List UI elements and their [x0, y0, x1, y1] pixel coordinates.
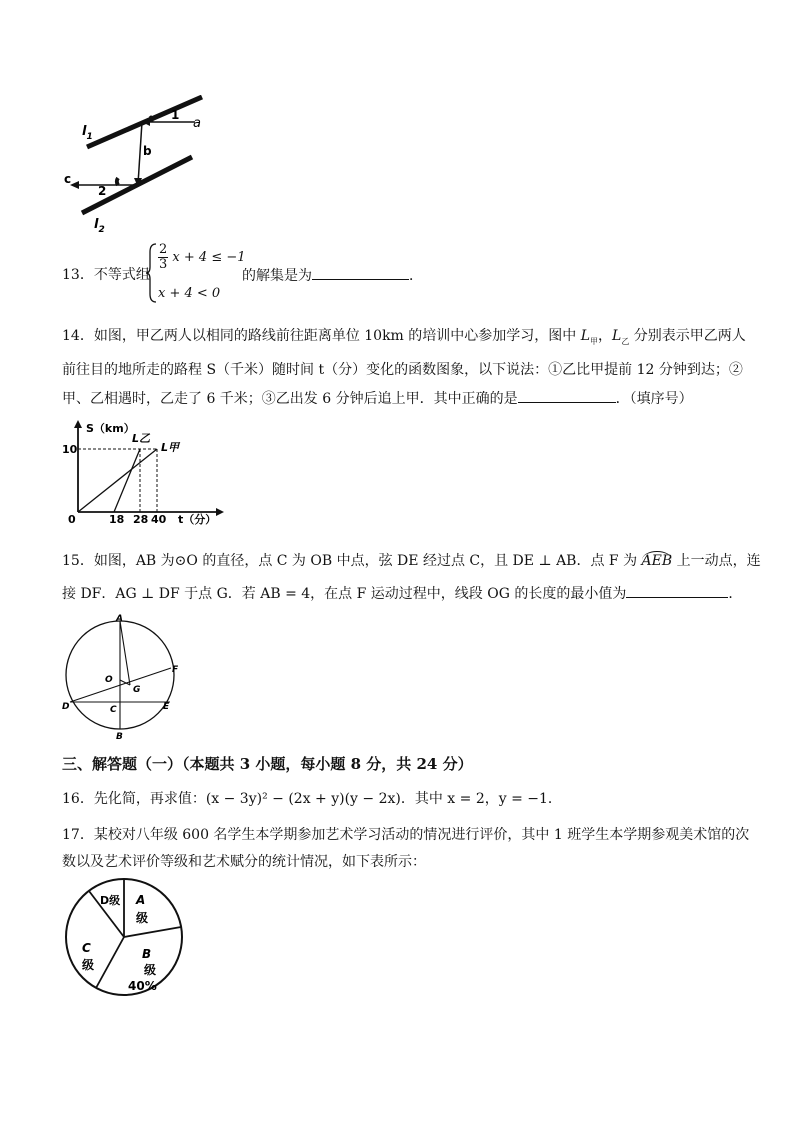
x-tick-18: 18: [109, 513, 125, 526]
label-E: E: [163, 702, 170, 712]
q13-frac-den: 3: [159, 257, 168, 272]
label-angle2: 2: [98, 184, 107, 198]
q14-answer-blank[interactable]: [518, 388, 616, 403]
label-D: D: [62, 702, 70, 712]
pie-label-A: A: [136, 893, 146, 907]
label-C: C: [110, 705, 117, 715]
label-B: B: [116, 732, 123, 742]
label-b: b: [143, 144, 152, 158]
section-3-title: 三、解答题（一）（本题共 3 小题，每小题 8 分，共 24 分）: [62, 755, 473, 773]
label-G: G: [133, 685, 141, 695]
pie-label-A-ji: 级: [136, 911, 149, 925]
y-tick-10: 10: [62, 443, 78, 456]
q13-brace: [146, 242, 158, 304]
pie-divider-right: [124, 927, 181, 937]
q15-line2: 接 DF．AG ⊥ DF 于点 G．若 AB = 4，在点 F 运动过程中，线段 OG 的长度的最小值为 ．: [62, 583, 742, 604]
q14-line3: 甲、乙相遇时，乙走了 6 千米；③乙出发 6 分钟后追上甲．其中正确的是 ．（填序号）: [62, 388, 693, 409]
label-a: a: [193, 116, 201, 131]
label-A: A: [116, 614, 123, 624]
q16-text: 16．先化简，再求值：(x − 3y)² − (2x + y)(y − 2x)．其中 x = 2，y = −1．: [62, 791, 562, 807]
segment-b: [138, 122, 142, 184]
q17-pie-chart: [62, 860, 192, 1010]
y-axis-arrow: [74, 420, 82, 428]
q15-line1: 15．如图，AB 为⊙O 的直径，点 C 为 OB 中点，弦 DE 经过点 C，且 DE ⊥ AB．点 F 为 AEB 上一动点，连: [62, 553, 761, 569]
label-c: c: [64, 172, 72, 186]
q15-answer-blank[interactable]: [626, 583, 728, 598]
q15-circle-figure: [58, 612, 188, 742]
x-tick-40: 40: [151, 513, 167, 526]
x-tick-28: 28: [133, 513, 149, 526]
q13-frac-num: 2: [159, 242, 168, 257]
pie-divider-bottom: [96, 937, 124, 988]
arrow-c: [70, 181, 79, 189]
segment-AG: [120, 621, 130, 685]
label-l1: $l_1$: [82, 124, 93, 142]
q14-graph: [60, 420, 230, 530]
pie-label-B-percent: 40%: [128, 979, 157, 993]
parallel-lines-figure: [60, 95, 220, 235]
label-L-yi: L乙: [132, 432, 151, 445]
q13-row1-rest: x + 4 ≤ −1: [172, 250, 246, 265]
q13-suffix: 的解集是为 ．: [242, 265, 423, 286]
label-O: O: [105, 675, 113, 685]
pie-label-D: D级: [100, 894, 121, 907]
origin-label: 0: [68, 513, 76, 526]
q15-arc: AEB: [641, 553, 673, 569]
q13-prefix: 13．不等式组: [62, 267, 150, 283]
angle2-mark: [117, 178, 118, 185]
pie-label-C: C: [82, 941, 91, 955]
q13-row2: x + 4 < 0: [158, 286, 221, 301]
q17-line2: 数以及艺术评价等级和艺术赋分的统计情况，如下表所示：: [62, 854, 426, 870]
q14-line1: 14．如图，甲乙两人以相同的路线前往距离单位 10km 的培训中心参加学习，图中 $L_甲$，$L_乙$ 分别表示甲乙两人: [62, 328, 746, 346]
pie-label-B-ji: 级: [144, 963, 157, 977]
label-angle1: 1: [171, 108, 180, 122]
pie-label-C-ji: 级: [82, 958, 95, 972]
x-axis-arrow: [216, 508, 224, 516]
q13-row1: [158, 243, 246, 272]
q14-line2: 前往目的地所走的路程 S（千米）随时间 t（分）变化的函数图象，以下说法：①乙比甲提前 12 分钟到达；②: [62, 362, 743, 378]
x-axis-label: t（分）: [178, 513, 217, 526]
label-L-jia: L甲: [161, 441, 180, 454]
y-axis-label: S（km）: [86, 422, 135, 435]
label-F: F: [172, 665, 179, 675]
q13-answer-blank[interactable]: [312, 265, 409, 280]
pie-label-B: B: [142, 947, 152, 961]
q17-line1: 17．某校对八年级 600 名学生本学期参加艺术学习活动的情况进行评价，其中 1 班学生本学期参观美术馆的次: [62, 827, 750, 843]
label-l2: $l_2$: [94, 217, 105, 235]
